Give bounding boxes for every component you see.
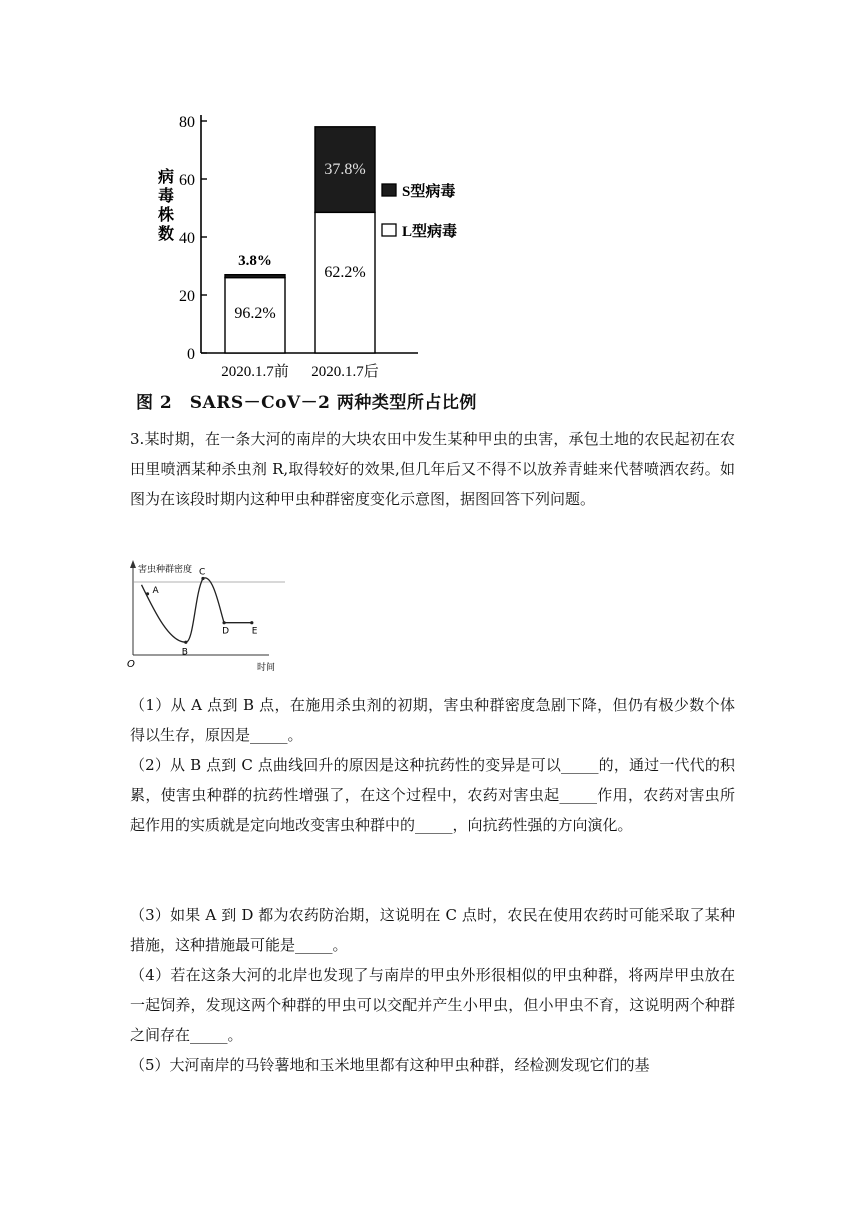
y-tick-label: 60 <box>179 172 195 189</box>
point-label: B <box>181 647 188 658</box>
data-label: 37.8% <box>324 161 366 178</box>
point-label: E <box>251 626 258 637</box>
curve-point <box>250 621 253 624</box>
question-3-intro: 3.某时期，在一条大河的南岸的大块农田中发生某种甲虫的虫害，承包土地的农民起初在农田里喷洒某种杀虫剂 R,取得较好的效果,但几年后又不得不以放养青蛙来代替喷洒农药。如图为在该段时期内这种甲虫种群密度变化示意图，据图回答下列问题。 <box>130 430 735 508</box>
legend-swatch <box>382 224 396 236</box>
bar-segment <box>225 275 285 278</box>
legend-label: L型病毒 <box>402 224 458 240</box>
data-label: 62.2% <box>324 264 366 281</box>
bar-segment <box>315 212 375 353</box>
origin-label: O <box>127 659 135 670</box>
point-label: C <box>198 567 206 578</box>
x-tick-label: 2020.1.7前 <box>221 364 289 380</box>
legend-swatch <box>382 184 396 196</box>
x-tick-label: 2020.1.7后 <box>311 364 379 380</box>
curve-point <box>184 641 187 644</box>
legend-label: S型病毒 <box>402 184 456 200</box>
bar-legend <box>382 182 457 240</box>
question-3-item-1: （1）从 A 点到 B 点，在施用杀虫剂的初期，害虫种群密度急剧下降，但仍有极少数个体得以生存，原因是_____。 <box>130 696 735 744</box>
y-tick-label: 40 <box>179 230 195 247</box>
data-label: 96.2% <box>234 305 276 322</box>
bar-axes <box>157 114 418 380</box>
curve-point <box>222 621 225 624</box>
density-y-label: 害虫种群密度 <box>138 565 193 575</box>
y-axis-label: 病毒株数 <box>158 169 175 243</box>
figure-2-caption: 图 2 SARS－CoV－2 两种类型所占比例 <box>136 393 477 413</box>
question-3-item-3: （3）如果 A 到 D 都为农药防治期，这说明在 C 点时，农民在使用农药时可能采取了某种措施，这种措施最可能是_____。 <box>130 906 735 954</box>
question-3-item-4: （4）若在这条大河的北岸也发现了与南岸的甲虫外形很相似的甲虫种群，将两岸甲虫放在一起饲养，发现这两个种群的甲虫可以交配并产生小甲虫，但小甲虫不育，这说明两个种群之间存在_____。 <box>130 966 735 1044</box>
pest-density-line-chart <box>125 555 290 675</box>
y-axis-arrow <box>130 560 136 568</box>
point-label: D <box>222 626 230 637</box>
data-label: 3.8% <box>238 253 272 269</box>
curve-point <box>146 592 149 595</box>
density-x-label: 时间 <box>257 663 276 673</box>
y-tick-label: 20 <box>179 288 195 305</box>
virus-strain-bar-chart <box>120 100 520 385</box>
question-3-item-5: （5）大河南岸的马铃薯地和玉米地里都有这种甲虫种群，经检测发现它们的基 <box>130 1056 650 1074</box>
y-tick-label: 80 <box>179 114 195 131</box>
question-3-item-2: （2）从 B 点到 C 点曲线回升的原因是这种抗药性的变异是可以_____的，通过一代代的积累，使害虫种群的抗药性增强了，在这个过程中，农药对害虫起_____作用，农药对害虫所起作用的实质就是定向地改变害虫种群中的_____，向抗药性强的方向演化。 <box>130 756 735 834</box>
point-label: A <box>152 585 159 596</box>
bar-series <box>225 127 375 353</box>
y-tick-label: 0 <box>187 346 195 363</box>
